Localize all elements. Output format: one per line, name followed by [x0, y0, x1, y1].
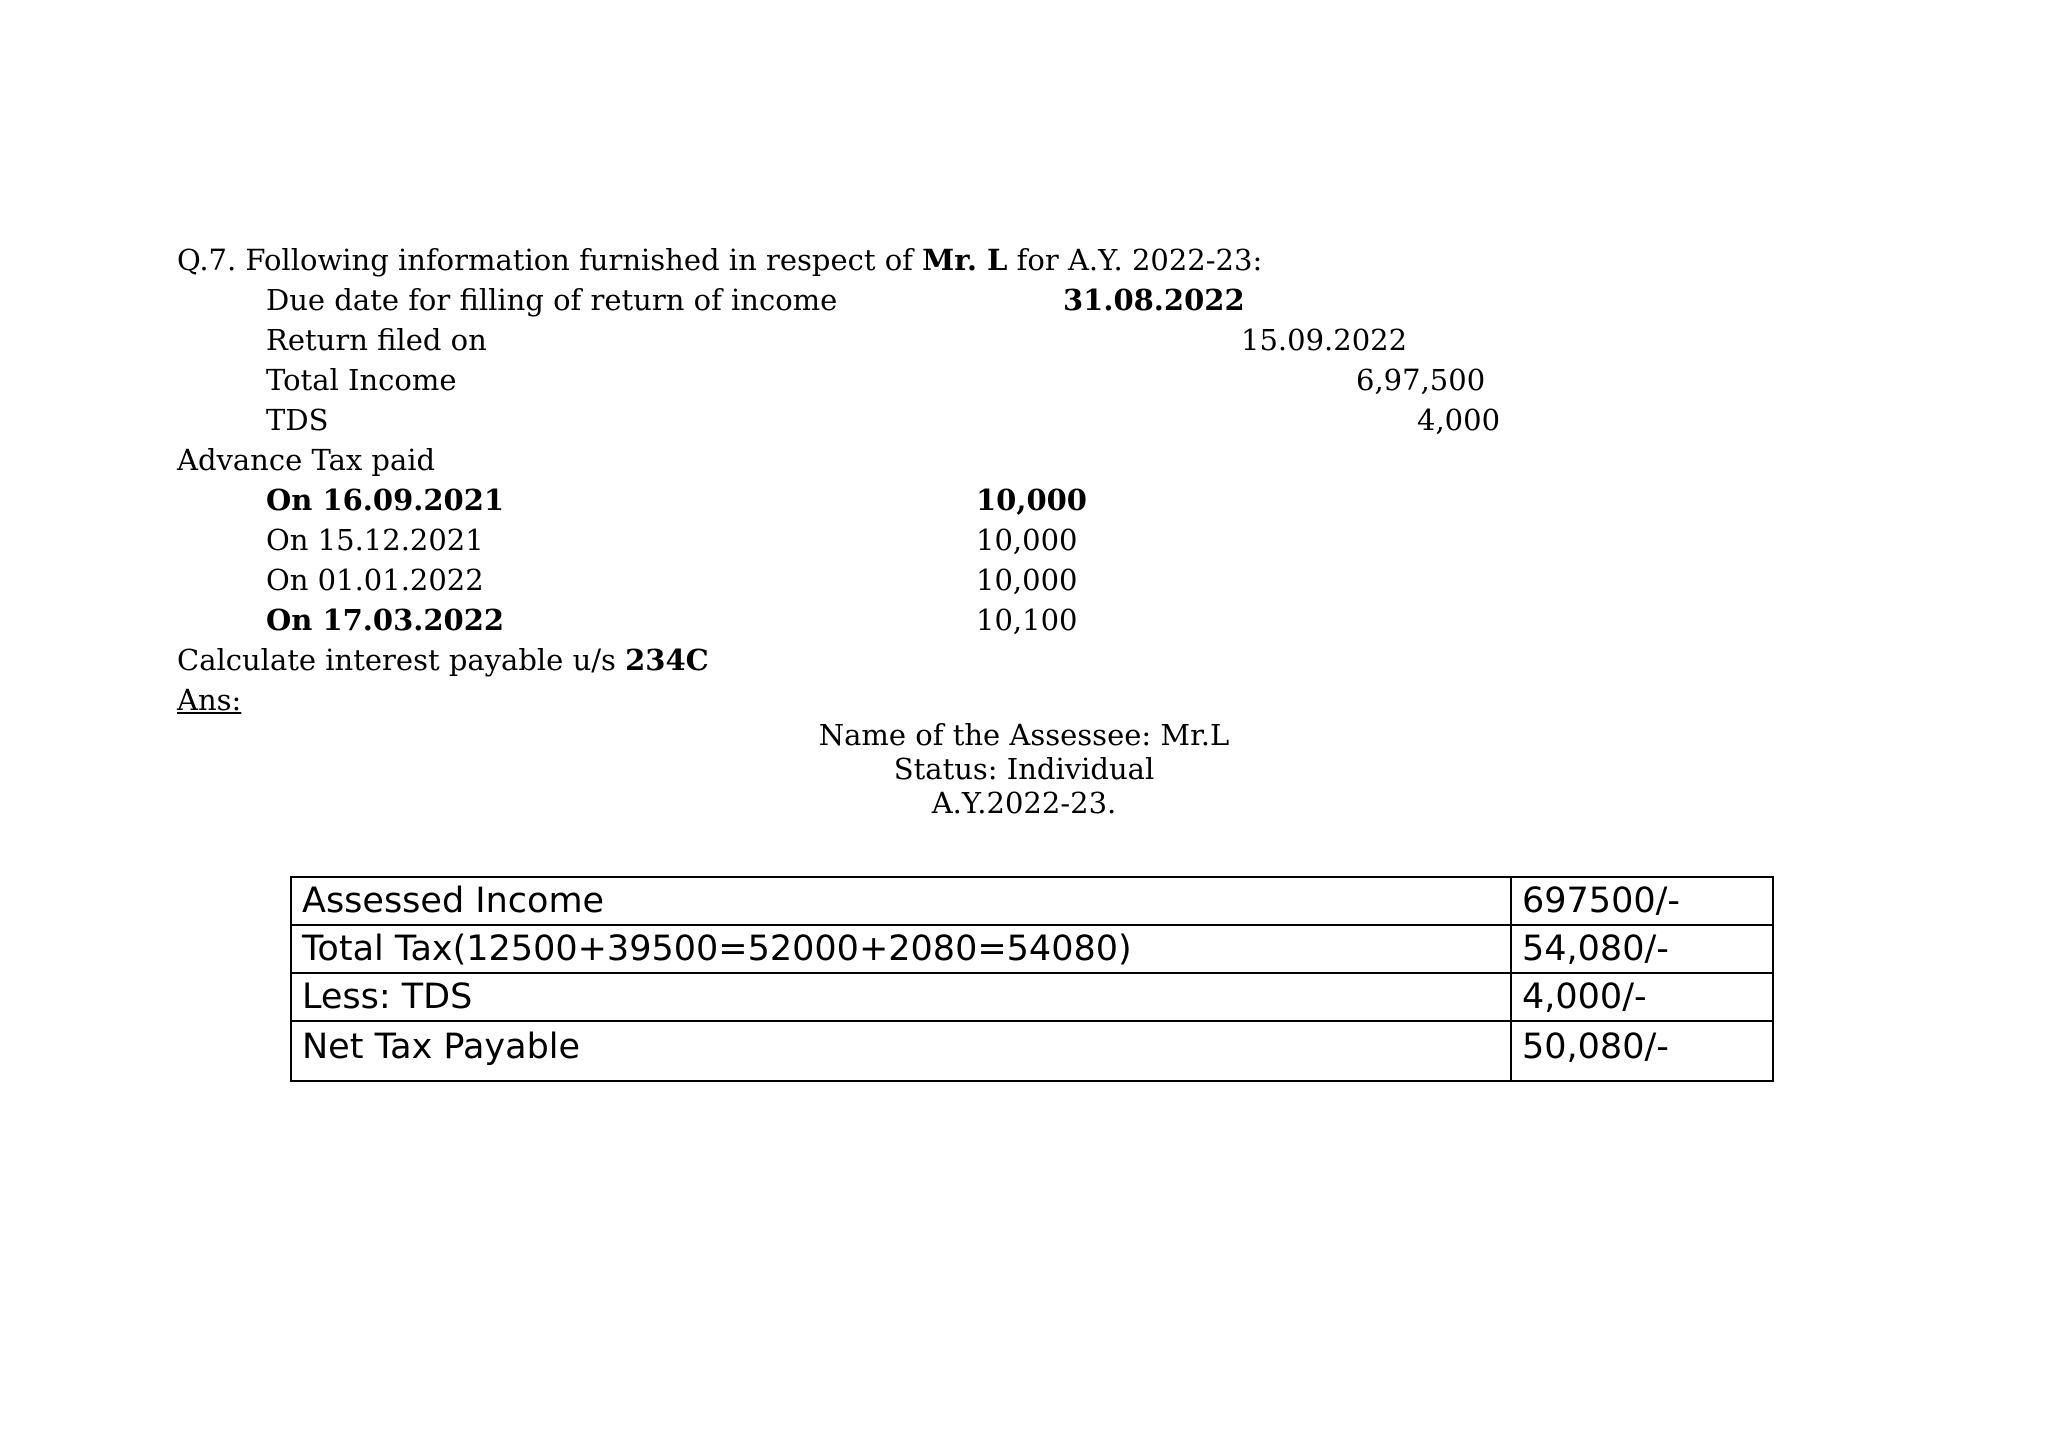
fact-label-return-filed: Return filed on	[266, 323, 487, 357]
table-row	[291, 973, 1773, 1021]
computation-item: Less: TDS	[291, 973, 1511, 1021]
task-section: 234C	[625, 643, 709, 677]
question-suffix: for A.Y. 2022-23:	[1007, 243, 1263, 277]
computation-item: Assessed Income	[291, 877, 1511, 925]
advance-tax-heading: Advance Tax paid	[177, 443, 436, 477]
assessee-ay-line: A.Y.2022-23.	[931, 786, 1117, 820]
question-line	[177, 242, 1262, 278]
fact-value-tds: 4,000	[1417, 403, 1501, 437]
advance-tax-date-4: On 17.03.2022	[266, 603, 505, 637]
computation-amount: 54,080/-	[1511, 925, 1773, 973]
computation-item: Net Tax Payable	[291, 1021, 1511, 1081]
computation-amount: 50,080/-	[1511, 1021, 1773, 1081]
advance-tax-amount-3: 10,000	[976, 563, 1078, 597]
table-row	[291, 1021, 1773, 1081]
assessee-name-inline: Mr. L	[922, 243, 1008, 277]
fact-value-return-filed: 15.09.2022	[1241, 323, 1408, 357]
task-line	[177, 642, 709, 678]
advance-tax-date-2: On 15.12.2021	[266, 523, 484, 557]
table-row	[291, 925, 1773, 973]
fact-label-due-date: Due date for filling of return of income	[266, 283, 838, 317]
assessee-name-line: Name of the Assessee: Mr.L	[818, 718, 1230, 752]
fact-value-due-date: 31.08.2022	[1063, 283, 1245, 317]
question-prefix: Q.7. Following information furnished in respect of	[177, 243, 923, 277]
fact-label-tds: TDS	[266, 403, 329, 437]
assessee-status-line: Status: Individual	[893, 752, 1155, 786]
advance-tax-amount-2: 10,000	[976, 523, 1078, 557]
computation-amount: 4,000/-	[1511, 973, 1773, 1021]
ans-label: Ans:	[177, 683, 242, 717]
table-row	[291, 877, 1773, 925]
advance-tax-amount-4: 10,100	[976, 603, 1078, 637]
computation-amount: 697500/-	[1511, 877, 1773, 925]
advance-tax-amount-1: 10,000	[976, 483, 1087, 517]
computation-item: Total Tax(12500+39500=52000+2080=54080)	[291, 925, 1511, 973]
advance-tax-date-1: On 16.09.2021	[266, 483, 505, 517]
computation-table	[290, 876, 1774, 1082]
assessee-heading	[0, 718, 2048, 820]
advance-tax-date-3: On 01.01.2022	[266, 563, 484, 597]
fact-label-total-income: Total Income	[266, 363, 457, 397]
fact-value-total-income: 6,97,500	[1356, 363, 1486, 397]
task-prefix: Calculate interest payable u/s	[177, 643, 626, 677]
